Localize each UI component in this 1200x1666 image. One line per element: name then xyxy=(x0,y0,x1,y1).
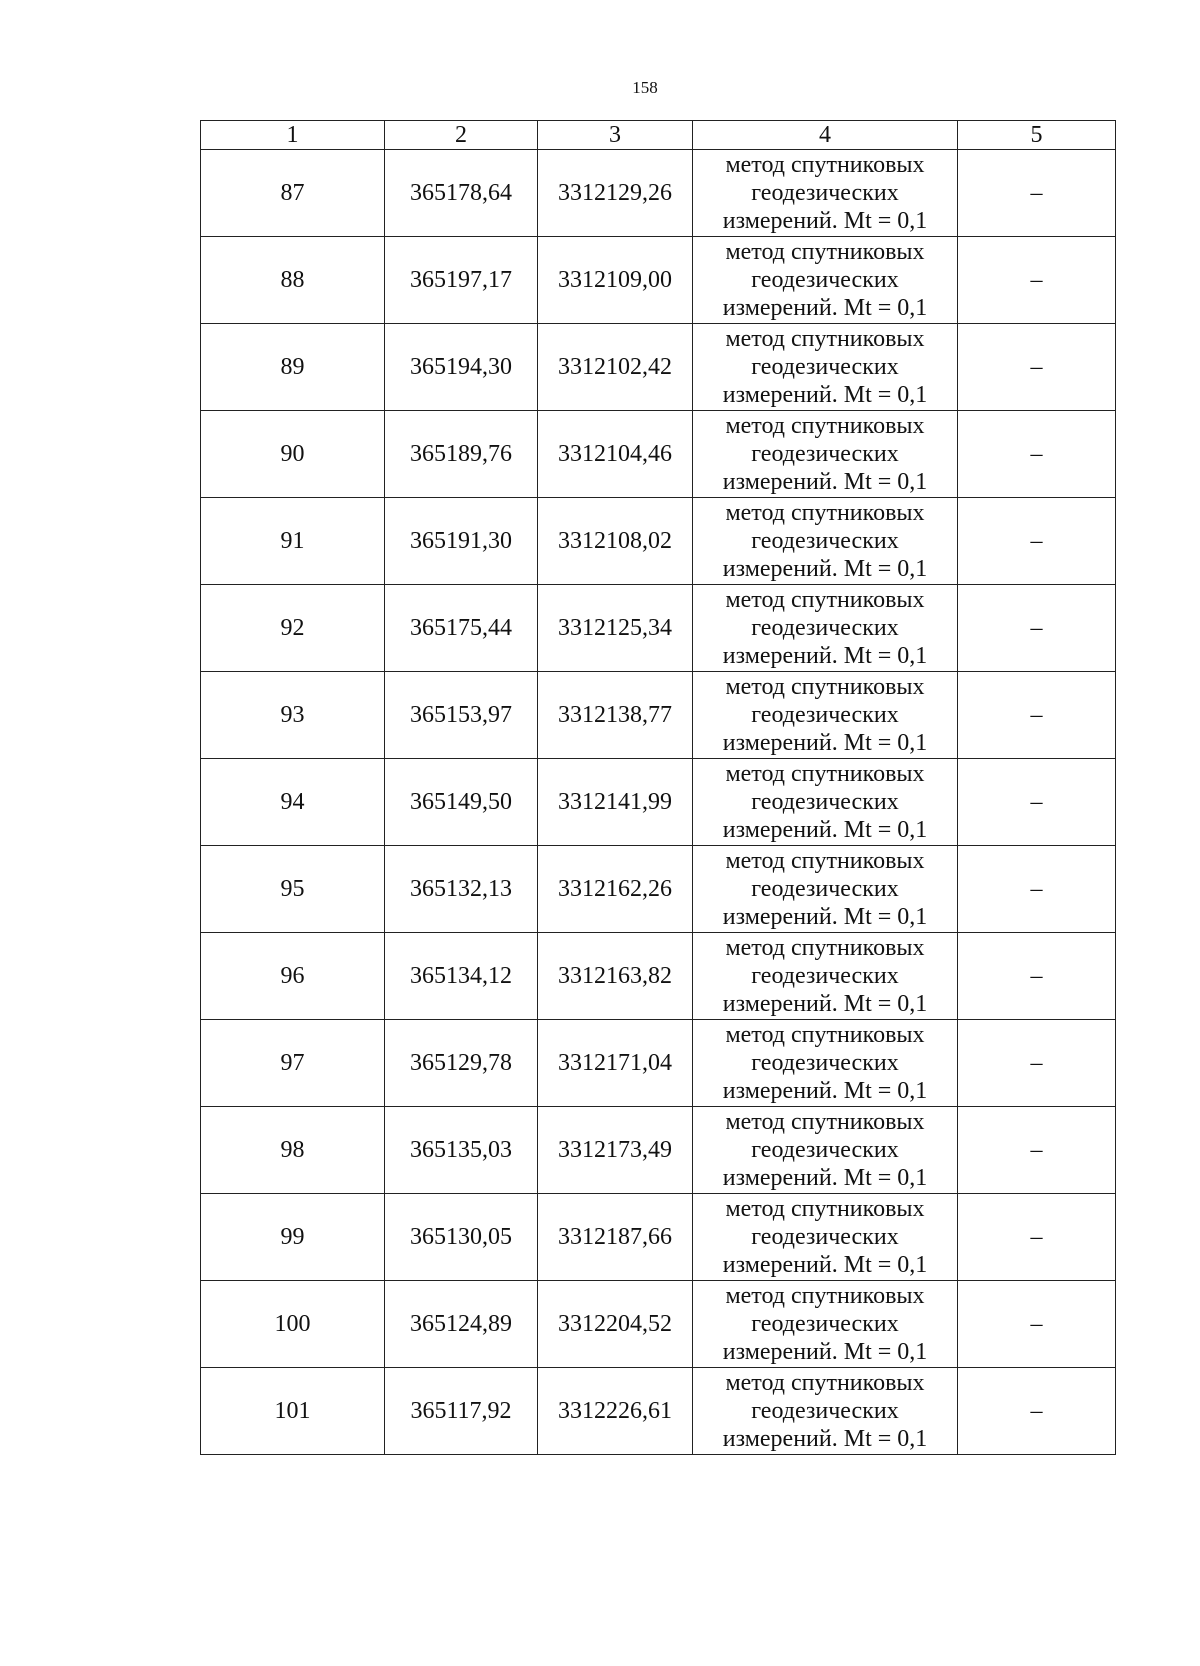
method-cell xyxy=(693,498,958,585)
method-cell xyxy=(693,150,958,237)
x-coordinate-cell: 365189,76 xyxy=(385,411,538,498)
y-coordinate-cell: 3312187,66 xyxy=(538,1194,693,1281)
note-cell: – xyxy=(958,585,1116,672)
method-cell xyxy=(693,1368,958,1455)
method-cell xyxy=(693,1281,958,1368)
note-cell: – xyxy=(958,1281,1116,1368)
note-cell: – xyxy=(958,1107,1116,1194)
method-line: геодезических xyxy=(751,615,899,641)
method-line: метод спутниковых xyxy=(725,1109,925,1135)
coordinates-table xyxy=(200,120,1116,1455)
y-coordinate-cell: 3312102,42 xyxy=(538,324,693,411)
y-coordinate-cell: 3312171,04 xyxy=(538,1020,693,1107)
x-coordinate-cell: 365134,12 xyxy=(385,933,538,1020)
method-cell xyxy=(693,411,958,498)
method-cell xyxy=(693,1020,958,1107)
method-line: геодезических xyxy=(751,1398,899,1424)
method-line: геодезических xyxy=(751,1311,899,1337)
method-line: метод спутниковых xyxy=(725,239,925,265)
method-line: измерений. Mt = 0,1 xyxy=(722,904,928,930)
y-coordinate-cell: 3312129,26 xyxy=(538,150,693,237)
table-row xyxy=(201,150,1116,237)
table-row xyxy=(201,411,1116,498)
method-line: измерений. Mt = 0,1 xyxy=(722,1078,928,1104)
method-line: геодезических xyxy=(751,1224,899,1250)
point-number-cell: 92 xyxy=(201,585,385,672)
point-number-cell: 100 xyxy=(201,1281,385,1368)
point-number-cell: 99 xyxy=(201,1194,385,1281)
x-coordinate-cell: 365117,92 xyxy=(385,1368,538,1455)
method-line: геодезических xyxy=(751,441,899,467)
method-cell xyxy=(693,672,958,759)
method-line: измерений. Mt = 0,1 xyxy=(722,208,928,234)
method-line: метод спутниковых xyxy=(725,1196,925,1222)
note-cell: – xyxy=(958,237,1116,324)
method-line: измерений. Mt = 0,1 xyxy=(722,469,928,495)
point-number-cell: 101 xyxy=(201,1368,385,1455)
method-line: измерений. Mt = 0,1 xyxy=(722,295,928,321)
method-line: геодезических xyxy=(751,267,899,293)
note-cell: – xyxy=(958,324,1116,411)
method-line: геодезических xyxy=(751,963,899,989)
method-line: метод спутниковых xyxy=(725,674,925,700)
method-line: геодезических xyxy=(751,180,899,206)
method-cell xyxy=(693,759,958,846)
method-line: метод спутниковых xyxy=(725,848,925,874)
x-coordinate-cell: 365191,30 xyxy=(385,498,538,585)
x-coordinate-cell: 365178,64 xyxy=(385,150,538,237)
point-number-cell: 91 xyxy=(201,498,385,585)
method-line: геодезических xyxy=(751,354,899,380)
method-cell xyxy=(693,933,958,1020)
table-row xyxy=(201,498,1116,585)
method-line: измерений. Mt = 0,1 xyxy=(722,991,928,1017)
method-line: геодезических xyxy=(751,702,899,728)
x-coordinate-cell: 365153,97 xyxy=(385,672,538,759)
method-line: метод спутниковых xyxy=(725,500,925,526)
method-cell xyxy=(693,237,958,324)
y-coordinate-cell: 3312163,82 xyxy=(538,933,693,1020)
header-cell-1: 1 xyxy=(201,121,385,150)
method-line: измерений. Mt = 0,1 xyxy=(722,1252,928,1278)
table-row xyxy=(201,324,1116,411)
method-line: геодезических xyxy=(751,1137,899,1163)
method-line: геодезических xyxy=(751,876,899,902)
y-coordinate-cell: 3312109,00 xyxy=(538,237,693,324)
method-line: измерений. Mt = 0,1 xyxy=(722,730,928,756)
page-number: 158 xyxy=(632,78,658,97)
note-cell: – xyxy=(958,759,1116,846)
method-line: измерений. Mt = 0,1 xyxy=(722,643,928,669)
point-number-cell: 90 xyxy=(201,411,385,498)
table-row xyxy=(201,1368,1116,1455)
table-row xyxy=(201,846,1116,933)
note-cell: – xyxy=(958,933,1116,1020)
table-row xyxy=(201,1020,1116,1107)
table-row xyxy=(201,1281,1116,1368)
x-coordinate-cell: 365194,30 xyxy=(385,324,538,411)
note-cell: – xyxy=(958,846,1116,933)
note-cell: – xyxy=(958,411,1116,498)
header-row xyxy=(201,121,1116,150)
method-line: метод спутниковых xyxy=(725,152,925,178)
method-line: метод спутниковых xyxy=(725,587,925,613)
table-header xyxy=(201,121,1116,150)
y-coordinate-cell: 3312141,99 xyxy=(538,759,693,846)
method-line: геодезических xyxy=(751,1050,899,1076)
x-coordinate-cell: 365130,05 xyxy=(385,1194,538,1281)
table-row xyxy=(201,585,1116,672)
y-coordinate-cell: 3312138,77 xyxy=(538,672,693,759)
method-line: измерений. Mt = 0,1 xyxy=(722,556,928,582)
header-cell-2: 2 xyxy=(385,121,538,150)
method-line: измерений. Mt = 0,1 xyxy=(722,1165,928,1191)
y-coordinate-cell: 3312125,34 xyxy=(538,585,693,672)
note-cell: – xyxy=(958,150,1116,237)
table-body xyxy=(201,150,1116,1455)
point-number-cell: 94 xyxy=(201,759,385,846)
y-coordinate-cell: 3312204,52 xyxy=(538,1281,693,1368)
method-cell xyxy=(693,1194,958,1281)
table-row xyxy=(201,672,1116,759)
y-coordinate-cell: 3312226,61 xyxy=(538,1368,693,1455)
y-coordinate-cell: 3312173,49 xyxy=(538,1107,693,1194)
method-line: измерений. Mt = 0,1 xyxy=(722,1339,928,1365)
method-line: метод спутниковых xyxy=(725,413,925,439)
note-cell: – xyxy=(958,1020,1116,1107)
point-number-cell: 96 xyxy=(201,933,385,1020)
header-cell-5: 5 xyxy=(958,121,1116,150)
method-line: метод спутниковых xyxy=(725,326,925,352)
y-coordinate-cell: 3312108,02 xyxy=(538,498,693,585)
method-cell xyxy=(693,585,958,672)
x-coordinate-cell: 365132,13 xyxy=(385,846,538,933)
method-line: измерений. Mt = 0,1 xyxy=(722,1426,928,1452)
x-coordinate-cell: 365135,03 xyxy=(385,1107,538,1194)
table-row xyxy=(201,1107,1116,1194)
table-row xyxy=(201,1194,1116,1281)
method-line: метод спутниковых xyxy=(725,1283,925,1309)
point-number-cell: 97 xyxy=(201,1020,385,1107)
method-cell xyxy=(693,846,958,933)
method-line: метод спутниковых xyxy=(725,761,925,787)
x-coordinate-cell: 365149,50 xyxy=(385,759,538,846)
method-line: геодезических xyxy=(751,789,899,815)
point-number-cell: 87 xyxy=(201,150,385,237)
point-number-cell: 98 xyxy=(201,1107,385,1194)
header-cell-3: 3 xyxy=(538,121,693,150)
y-coordinate-cell: 3312104,46 xyxy=(538,411,693,498)
x-coordinate-cell: 365175,44 xyxy=(385,585,538,672)
table-row xyxy=(201,237,1116,324)
method-line: метод спутниковых xyxy=(725,1022,925,1048)
method-line: измерений. Mt = 0,1 xyxy=(722,817,928,843)
method-cell xyxy=(693,324,958,411)
x-coordinate-cell: 365129,78 xyxy=(385,1020,538,1107)
x-coordinate-cell: 365124,89 xyxy=(385,1281,538,1368)
point-number-cell: 88 xyxy=(201,237,385,324)
table-row xyxy=(201,933,1116,1020)
point-number-cell: 93 xyxy=(201,672,385,759)
y-coordinate-cell: 3312162,26 xyxy=(538,846,693,933)
note-cell: – xyxy=(958,498,1116,585)
method-line: метод спутниковых xyxy=(725,935,925,961)
x-coordinate-cell: 365197,17 xyxy=(385,237,538,324)
note-cell: – xyxy=(958,672,1116,759)
table-row xyxy=(201,759,1116,846)
point-number-cell: 95 xyxy=(201,846,385,933)
method-cell xyxy=(693,1107,958,1194)
method-line: метод спутниковых xyxy=(725,1370,925,1396)
note-cell: – xyxy=(958,1194,1116,1281)
method-line: геодезических xyxy=(751,528,899,554)
header-cell-4: 4 xyxy=(693,121,958,150)
point-number-cell: 89 xyxy=(201,324,385,411)
method-line: измерений. Mt = 0,1 xyxy=(722,382,928,408)
note-cell: – xyxy=(958,1368,1116,1455)
